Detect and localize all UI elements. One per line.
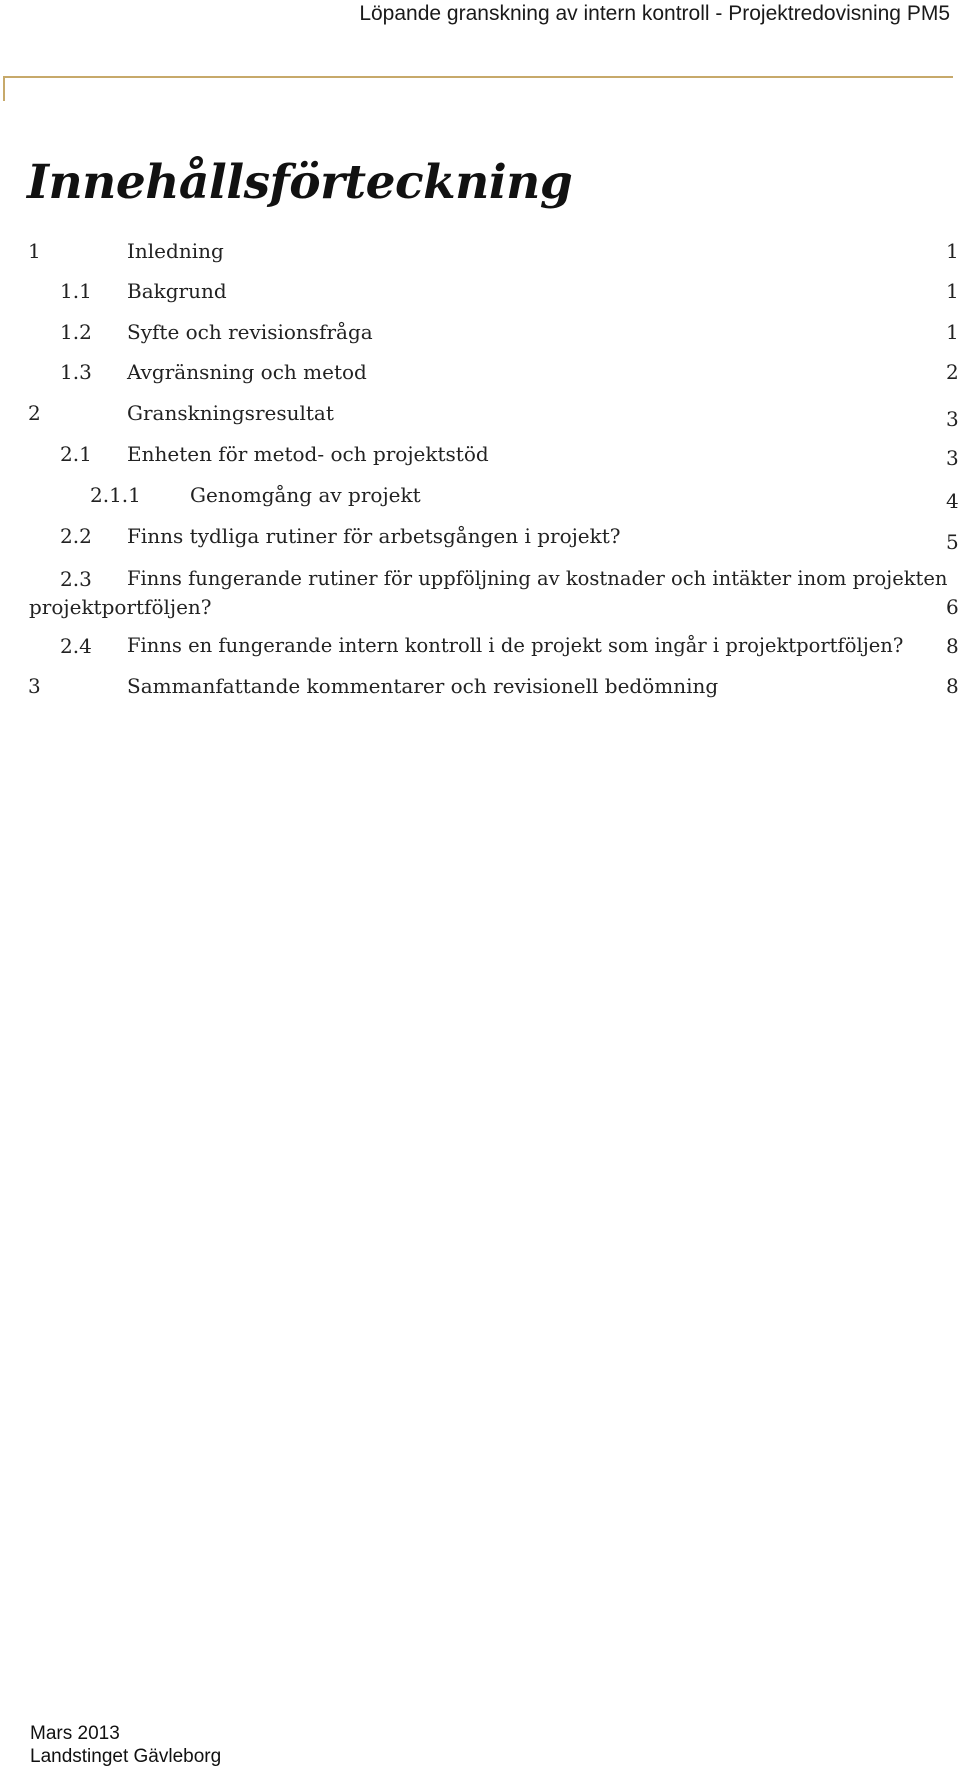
toc-entry-page: 8 bbox=[946, 634, 959, 658]
toc-entry-text: Inledning bbox=[127, 239, 224, 263]
toc-entry-page: 1 bbox=[946, 239, 959, 263]
toc-entry-page: 6 bbox=[946, 595, 959, 619]
footer-organization: Landstinget Gävleborg bbox=[30, 1746, 222, 1767]
toc-entry-page: 3 bbox=[946, 446, 959, 470]
toc-entry-text: Genomgång av projekt bbox=[190, 483, 421, 507]
toc-entry-number: 2 bbox=[28, 401, 41, 425]
running-header: Löpande granskning av intern kontroll - Projektredovisning PM5 bbox=[359, 2, 950, 25]
toc-entry-number: 1.2 bbox=[60, 320, 92, 344]
header-rule-corner bbox=[3, 76, 5, 101]
toc-entry-number: 2.4 bbox=[60, 634, 92, 658]
toc-entry-text: Finns tydliga rutiner för arbetsgången i projekt? bbox=[127, 524, 621, 548]
toc-entry-text: Enheten för metod- och projektstöd bbox=[127, 442, 489, 466]
toc-entry-page: 2 bbox=[946, 360, 959, 384]
toc-entry-number: 2.3 bbox=[60, 567, 92, 591]
toc-entry-text-continued: projektportföljen? bbox=[29, 595, 212, 619]
toc-entry-page: 8 bbox=[946, 674, 959, 698]
toc-entry-page: 5 bbox=[946, 530, 959, 554]
toc-entry-text: Sammanfattande kommentarer och revisionell bedömning bbox=[127, 674, 719, 698]
toc-entry-page: 4 bbox=[946, 489, 959, 513]
header-rule bbox=[3, 76, 953, 78]
toc-entry-text: Finns en fungerande intern kontroll i de projekt som ingår i projektportföljen? bbox=[127, 634, 904, 657]
toc-entry-number: 2.1.1 bbox=[90, 483, 141, 507]
toc-entry-text: Bakgrund bbox=[127, 279, 227, 303]
toc-entry-text: Syfte och revisionsfråga bbox=[127, 320, 373, 344]
toc-entry-number: 1.1 bbox=[60, 279, 92, 303]
toc-entry-page: 1 bbox=[946, 279, 959, 303]
toc-entry-page: 3 bbox=[946, 407, 959, 431]
toc-entry-number: 1 bbox=[28, 239, 41, 263]
toc-entry-number: 2.2 bbox=[60, 524, 92, 548]
toc-entry-number: 1.3 bbox=[60, 360, 92, 384]
toc-entry-number: 3 bbox=[28, 674, 41, 698]
toc-title: Innehållsförteckning bbox=[27, 155, 573, 210]
toc-entry-number: 2.1 bbox=[60, 442, 92, 466]
toc-entry-text: Avgränsning och metod bbox=[127, 360, 367, 384]
toc-entry-page: 1 bbox=[946, 320, 959, 344]
page-footer bbox=[30, 1722, 221, 1768]
toc-entry-2-3[interactable] bbox=[0, 565, 960, 625]
toc-entry-text: Finns fungerande rutiner för uppföljning av kostnader och intäkter inom projekten bbox=[127, 567, 948, 590]
toc-entry-text: Granskningsresultat bbox=[127, 401, 334, 425]
footer-date: Mars 2013 bbox=[30, 1723, 120, 1744]
